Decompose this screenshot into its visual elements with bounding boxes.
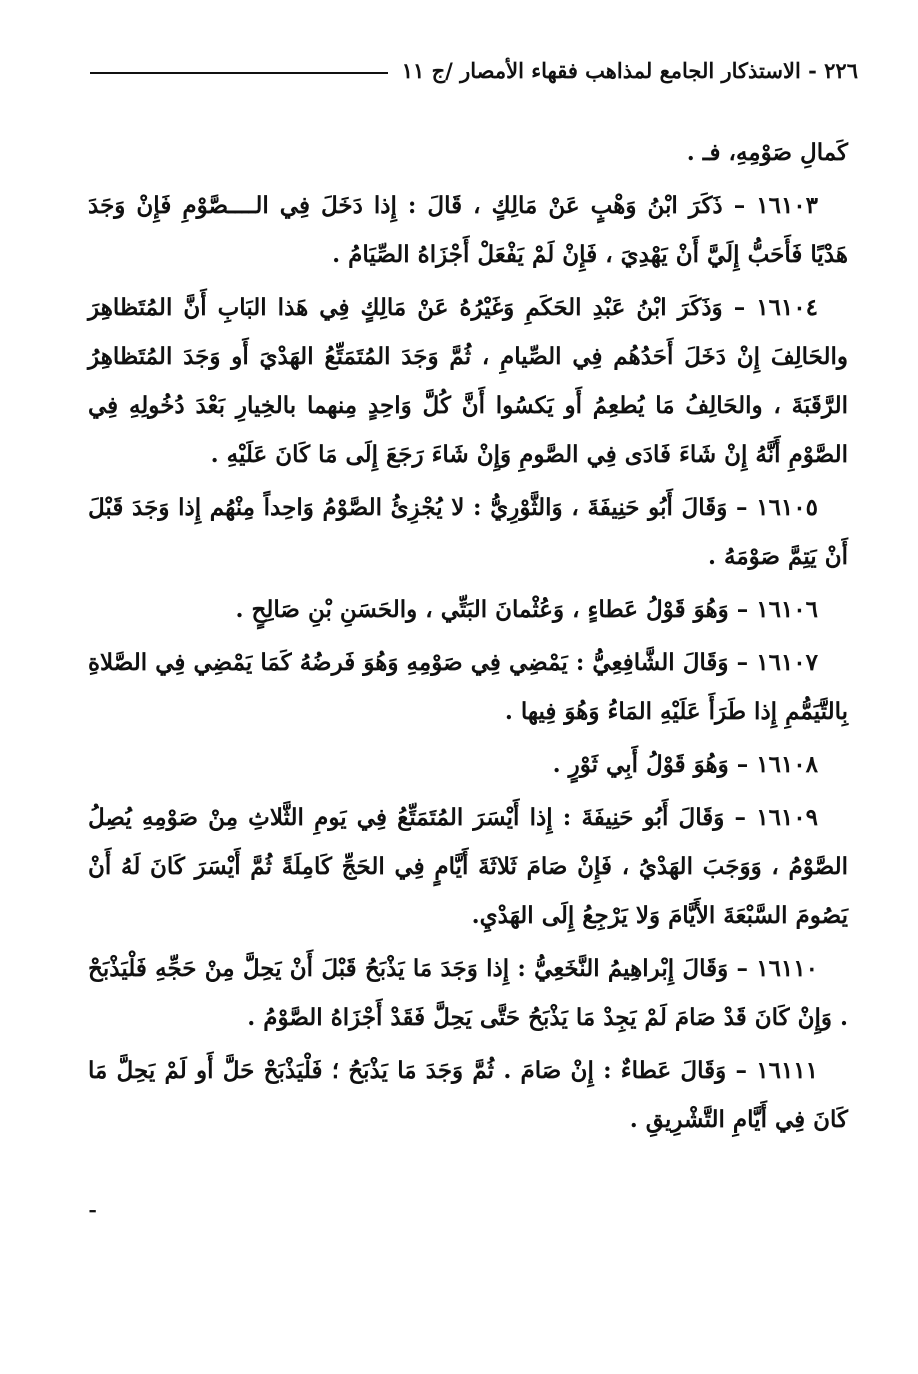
paragraph-number: ١٦١١١: [756, 1057, 819, 1084]
paragraph-16107: [88, 638, 848, 736]
number-separator: –: [727, 494, 757, 521]
paragraph-16104: [88, 283, 848, 479]
running-header: [90, 50, 858, 90]
paragraph-number: ١٦١١٠: [756, 955, 818, 982]
number-separator: –: [728, 751, 757, 778]
number-separator: –: [728, 596, 757, 623]
margin-mark: ـ: [90, 1196, 96, 1217]
paragraph-16111: [88, 1046, 848, 1144]
paragraph-number: ١٦١٠٨: [756, 751, 818, 778]
paragraph-16103: [88, 181, 848, 279]
paragraph-text: ذَكَرَ ابْنُ وَهْبٍ عَنْ مَالِكٍ ، قَالَ : إِذا دَخَلَ فِي الــــصَّوْمِ فَإِنْ وَجَدَ هَدْيًا فَأَحَبُّ إِلَيَّ أَنْ يَهْدِيَ ، فَإِنْ لَمْ يَفْعَلْ أَجْزَاهُ الصِّيَامُ .: [88, 192, 848, 268]
number-separator: –: [724, 804, 757, 831]
paragraph-number: ١٦١٠٣: [756, 192, 819, 219]
paragraph-number: ١٦١٠٤: [756, 294, 818, 321]
paragraph-text: وَقَالَ عَطاءٌ : إِنْ صَامَ . ثُمَّ وَجَدَ مَا يَذْبَحُ ؛ فَلْيَذْبَحْ حَلَّ أَو لَمْ يَحِلَّ مَا كَانَ فِي أَيَّامِ التَّشْرِيقِ .: [88, 1057, 848, 1133]
paragraph-number: ١٦١٠٩: [756, 804, 818, 831]
number-separator: –: [722, 294, 757, 321]
paragraph-16108: [88, 740, 848, 789]
paragraph-text: كَمالِ صَوْمِهِ، فـ .: [686, 139, 848, 166]
paragraph-number: ١٦١٠٧: [756, 649, 818, 676]
paragraph-16110: [88, 944, 848, 1042]
paragraph-text: وَقَالَ أَبُو حَنِيفَةَ ، وَالثَّوْرِيُّ : لا يُجْزِئُ الصَّوْمُ وَاحِداً مِنْهُم إِذا وَجَدَ قَبْلَ أَنْ يَتِمَّ صَوْمَهُ .: [88, 494, 848, 570]
paragraph-16106: [88, 585, 848, 634]
page-body: [88, 128, 848, 1148]
number-separator: –: [728, 955, 757, 982]
paragraph-text: وَهُوَ قَوْلُ أَبِي ثَوْرٍ .: [552, 751, 729, 778]
paragraph-text: وَهُوَ قَوْلُ عَطاءٍ ، وَعُثْمانَ البَتِّي ، والحَسَنِ بْنِ صَالِحٍ .: [235, 596, 729, 623]
header-rule: [90, 72, 388, 74]
paragraph-16105: [88, 483, 848, 581]
number-separator: –: [726, 1057, 757, 1084]
number-separator: –: [722, 192, 757, 219]
paragraph-number: ١٦١٠٦: [756, 596, 818, 623]
number-separator: –: [728, 649, 757, 676]
paragraph-text: وَقَالَ أَبُو حَنِيفَةَ : إِذا أَيْسَرَ المُتَمَتِّعُ فِي يَومِ الثَّلاثِ مِنْ صَوْمِهِ يُصِلُ الصَّوْمُ ، وَوَجَبَ الهَدْيُ ، فَإِنْ صَامَ ثَلاثَةَ أَيَّامٍ فِي الحَجِّ كَامِلَةً ثُمَّ أَيْسَرَ كَانَ لَهُ أَنْ يَصُومَ السَّبْعَةَ الأَيَّامَ وَلا يَرْجِعُ إِلَى الهَدْيِ.: [88, 804, 848, 929]
paragraph-16109: [88, 793, 848, 940]
paragraph-continuation: [88, 128, 848, 177]
paragraph-text: وَذَكَرَ ابْنُ عَبْدِ الحَكَمِ وَغَيْرُهُ عَنْ مَالِكٍ فِي هَذا البَابِ أَنَّ المُتَظاهِرَ والحَالِفَ إِنْ دَخَلَ أَحَدُهُم فِي الصِّيامِ ، ثُمَّ وَجَدَ المُتَمَتِّعُ الهَدْيَ أَو وَجَدَ المُتَظاهِرُ الرَّقَبَةَ ، والحَالِفُ مَا يُطعِمُ أَو يَكسُوا أَنَّ كُلَّ وَاحِدٍ مِنهما بالخِيارِ بَعْدَ دُخُولِهِ فِي الصَّوْمِ أَنَّهُ إِنْ شَاءَ فَادَى فِي الصَّومِ وَإِنْ شَاءَ رَجَعَ إِلَى مَا كَانَ عَلَيْهِ .: [88, 294, 848, 468]
header-title: ٢٢٦ - الاستذكار الجامع لمذاهب فقهاء الأمصار /ج ١١: [401, 57, 858, 83]
paragraph-number: ١٦١٠٥: [756, 494, 818, 521]
paragraph-text: وَقَالَ إِبْراهِيمُ النَّخَعِيُّ : إِذا وَجَدَ مَا يَذْبَحُ قَبْلَ أَنْ يَحِلَّ مِنْ حَجِّهِ فَلْيَذْبَحْ . وَإِنْ كَانَ قَدْ صَامَ لَمْ يَجِدْ مَا يَذْبَحُ حَتَّى يَحِلَّ فَقَدْ أَجْزَاهُ الصَّوْمُ .: [88, 955, 848, 1031]
paragraph-text: وَقَالَ الشَّافِعِيُّ : يَمْضِي فِي صَوْمِهِ وَهُوَ فَرضُهُ كَمَا يَمْضِي فِي الصَّلاةِ بِالتَّيَمُّمِ إِذا طَرَأَ عَلَيْهِ المَاءُ وَهُوَ فِيها .: [88, 649, 848, 725]
